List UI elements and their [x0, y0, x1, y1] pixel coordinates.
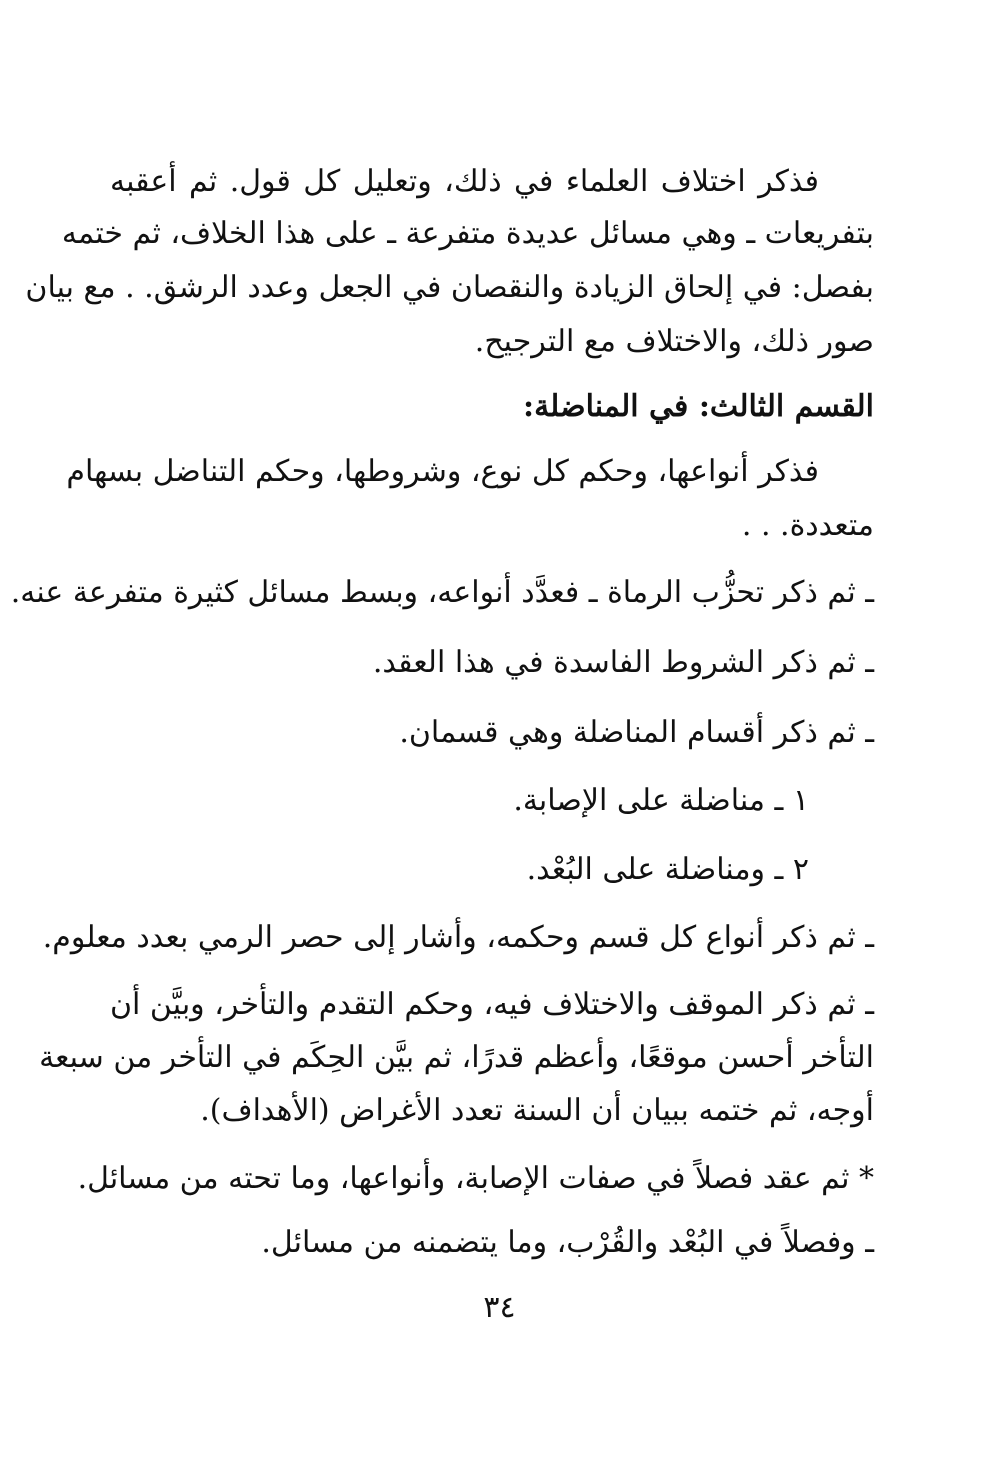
list-item: ١ ـ مناضلة على الإصابة. [513, 783, 809, 818]
text-line: ـ وفصلاً في البُعْد والقُرْب، وما يتضمنه من مسائل. [261, 1225, 874, 1260]
text-line: بفصل: في إلحاق الزيادة والنقصان في الجعل وعدد الرشق. . مع بيان [25, 270, 874, 305]
section-heading: القسم الثالث: في المناضلة: [523, 389, 874, 424]
text-line: فذكر أنواعها، وحكم كل نوع، وشروطها، وحكم التناضل بسهام [66, 454, 819, 489]
text-line: ـ ثم ذكر الموقف والاختلاف فيه، وحكم التقدم والتأخر، وبيَّن أن [110, 987, 874, 1022]
text-line: ـ ثم ذكر الشروط الفاسدة في هذا العقد. [372, 645, 874, 680]
text-line: فذكر اختلاف العلماء في ذلك، وتعليل كل قول. ثم أعقبه [110, 164, 819, 199]
text-line: ـ ثم ذكر أنواع كل قسم وحكمه، وأشار إلى حصر الرمي بعدد معلوم. [42, 920, 874, 955]
text-line: متعددة. . . [741, 508, 874, 543]
text-line: ـ ثم ذكر أقسام المناضلة وهي قسمان. [399, 715, 874, 750]
list-item: ٢ ـ ومناضلة على البُعْد. [526, 852, 809, 887]
text-line: * ثم عقد فصلاً في صفات الإصابة، وأنواعها، وما تحته من مسائل. [77, 1161, 874, 1196]
text-line: صور ذلك، والاختلاف مع الترجيح. [474, 324, 874, 359]
text-line: أوجه، ثم ختمه ببيان أن السنة تعدد الأغراض (الأهداف). [200, 1093, 874, 1128]
page-number: ٣٤ [483, 1290, 516, 1325]
text-line: بتفريعات ـ وهي مسائل عديدة متفرعة ـ على هذا الخلاف، ثم ختمه [61, 216, 874, 251]
text-line: ـ ثم ذكر تحزُّب الرماة ـ فعدَّد أنواعه، وبسط مسائل كثيرة متفرعة عنه. [10, 575, 874, 610]
text-line: التأخر أحسن موقعًا، وأعظم قدرًا، ثم بيَّن الحِكَم في التأخر من سبعة [39, 1040, 874, 1075]
